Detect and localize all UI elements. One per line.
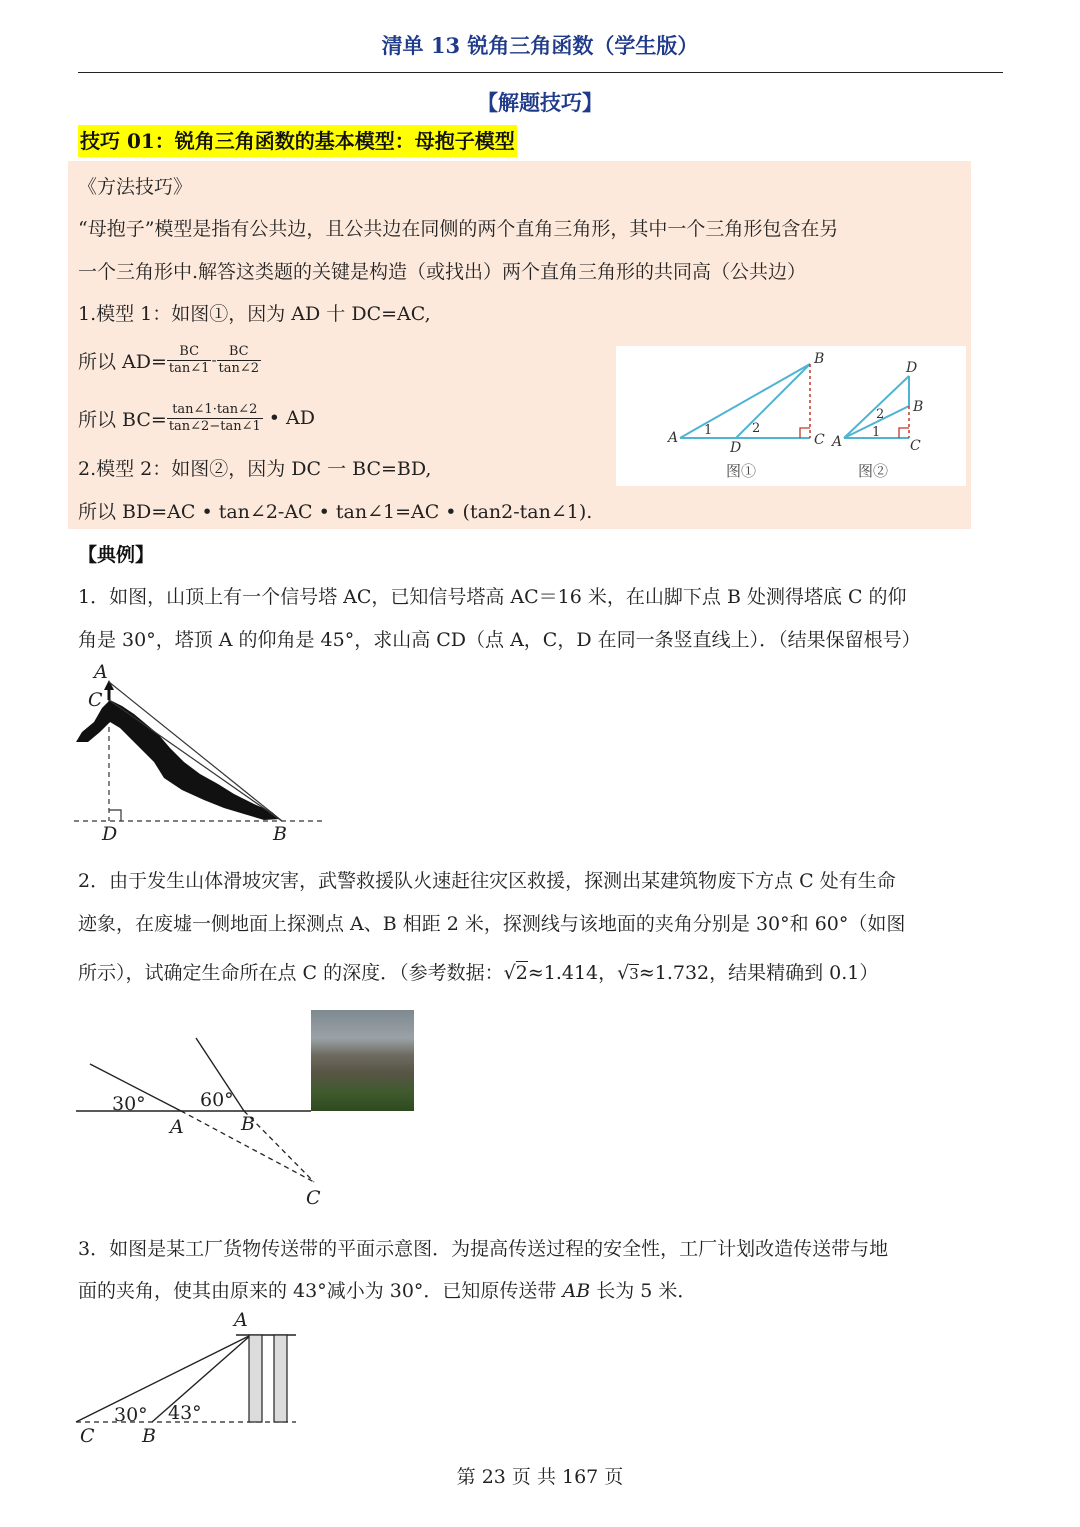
fig2-right-angle [899,428,909,438]
sqrt-3-value: 3 [629,965,639,983]
q3-line2-end: 长为 5 米． [590,1280,697,1302]
q1-right-angle [109,810,121,821]
fraction-denominator: tan∠1 [168,360,210,376]
method-desc-line2: 一个三角形中.解答这类题的关键是构造（或找出）两个直角三角形的共同高（公共边） [78,261,807,283]
minus-sign: - [211,351,217,369]
fig2-label-d: D [906,360,918,376]
q3-line2-start: 面的夹角，使其由原来的 43°减小为 30°．已知原传送带 [78,1280,563,1302]
page-header-title: 清单 13 锐角三角函数（学生版） [381,33,699,58]
fraction-numerator: BC [167,344,212,361]
q1-label-c: C [88,689,103,711]
fig1-right-angle [800,428,810,438]
page-footer: 第 23 页 共 167 页 [456,1466,624,1488]
q3-label-a: A [234,1309,248,1331]
q2-line3-mid: ≈1.414， [527,962,618,984]
q3-angle-43: 43° [168,1402,202,1424]
ruined-building-photo [311,1010,414,1111]
formula-bc-prefix: 所以 BC= [78,408,167,431]
formula-bc [78,396,315,440]
sqrt-2-value: 2 [515,962,528,984]
method-desc-line1: “母抱子”模型是指有公共边，且公共边在同侧的两个直角三角形，其中一个三角形包含在另 [78,218,839,240]
q2-label-c: C [306,1187,321,1209]
fig2-label-c: C [910,438,921,454]
q2-line3-start: 所示），试确定生命所在点 C 的深度．（参考数据： [78,962,504,984]
q1-label-a: A [94,661,108,683]
q1-mountain-shape [76,700,280,820]
fig2-label-a: A [832,434,843,450]
q3-line1: 3．如图是某工厂货物传送带的平面示意图．为提高传送过程的安全性，工厂计划改造传送带与地 [78,1238,889,1260]
fig2-angle-1: 1 [872,425,881,440]
fraction-numerator: BC [217,344,262,361]
q3-pillar-1 [249,1335,262,1422]
fraction-bc-tan2 [217,344,262,377]
q1-label-d: D [102,823,118,845]
q2-line2: 迹象，在废墟一侧地面上探测点 A、B 相距 2 米，探测线与该地面的夹角分别是 30°和 60°（如图 [78,913,906,935]
fraction-denominator: tan∠2−tan∠1 [168,418,261,434]
q3-segment-ab: AB [562,1280,591,1302]
q3-belt-ac [76,1335,251,1422]
fraction-bc-tan1 [167,344,212,377]
q2-line3 [78,958,878,985]
header-divider [78,72,1003,73]
q3-line2 [78,1276,696,1303]
sqrt-sign: √ [617,962,630,984]
q2-angle-30: 30° [112,1093,146,1115]
section-label: 【解题技巧】 [477,90,603,115]
q1-line1: 1．如图，山顶上有一个信号塔 AC，已知信号塔高 AC＝16 米，在山脚下点 B 处测得塔底 C 的仰 [78,586,907,608]
q1-line2: 角是 30°，塔顶 A 的仰角是 45°，求山高 CD（点 A，C，D 在同一条竖直线上）．（结果保留根号） [78,629,921,651]
q3-pillar-2 [274,1335,287,1422]
q2-angle-60: 60° [200,1089,234,1111]
q3-figure [76,1308,306,1448]
fig1-label-d: D [730,440,742,456]
model2-result: 所以 BD=AC • tan∠2-AC • tan∠1=AC • (tan2-tan∠1). [78,501,593,523]
sqrt-sign: √ [503,962,516,984]
q3-angle-30: 30° [114,1404,148,1426]
q2-label-b: B [241,1113,255,1135]
fig1-angle-1: 1 [704,423,713,438]
q2-figure [76,1030,321,1212]
method-title: 《方法技巧》 [78,176,193,198]
tip-heading: 技巧 01：锐角三角函数的基本模型：母抱子模型 [78,125,517,157]
fraction-denominator: tan∠2 [218,360,260,376]
fig2-caption: 图② [858,462,889,480]
fig1-line-db [736,364,810,438]
fig2-label-b: B [913,399,924,415]
formula-ad [78,338,261,382]
q1-label-b: B [273,823,287,845]
q1-sight-line-cb [109,700,282,821]
model2-text: 2.模型 2：如图②，因为 DC 一 BC=BD, [78,458,432,480]
examples-label: 【典例】 [78,544,155,566]
fig1-caption: 图① [726,462,757,480]
fig1-hyp-ab [680,364,810,438]
q2-line1: 2．由于发生山体滑坡灾害，武警救援队火速赶往灾区救援，探测出某建筑物废下方点 C 处有生命 [78,870,896,892]
formula-bc-suffix: • AD [268,407,315,429]
fraction-numerator: tan∠1·tan∠2 [167,402,263,419]
model1-text: 1.模型 1：如图①，因为 AD 十 DC=AC, [78,303,431,325]
fig2-angle-2: 2 [876,407,885,422]
fig1-label-a: A [668,430,679,446]
q2-line3-end: ≈1.732，结果精确到 0.1） [638,962,879,984]
fig1-label-b: B [814,351,825,367]
model-figures [616,346,966,486]
q3-label-c: C [80,1425,95,1447]
q1-figure [74,662,334,844]
fig1-angle-2: 2 [752,421,761,436]
q2-label-a: A [170,1116,184,1138]
fig1-label-c: C [814,432,825,448]
model-figures-svg [616,346,966,486]
formula-ad-prefix: 所以 AD= [78,350,167,373]
q3-label-b: B [142,1425,156,1447]
q1-sight-line-ab [109,682,282,821]
fraction-tan-product [167,402,263,435]
